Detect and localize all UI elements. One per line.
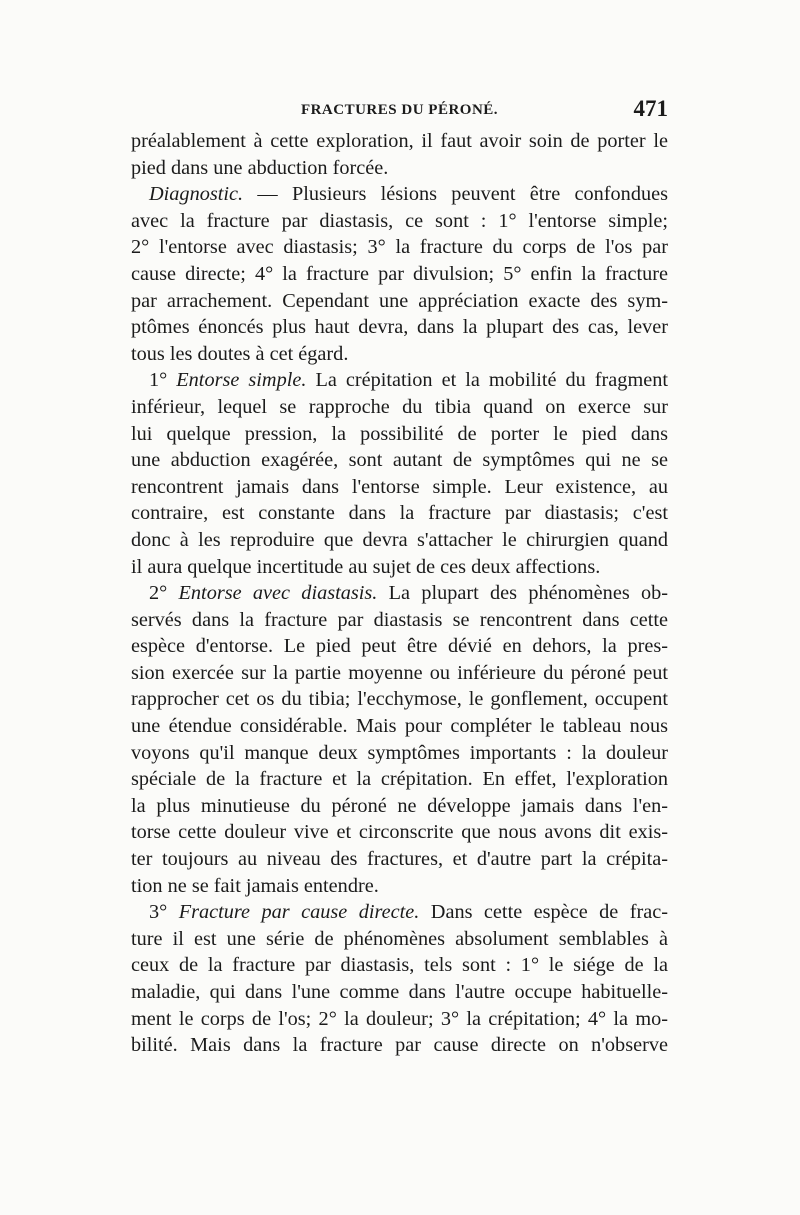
text-line bbox=[131, 846, 668, 873]
line-text: une abduction exagérée, sont autant de symptômes qui ne se bbox=[131, 449, 668, 472]
line-text: servés dans la fracture par diastasis se rencontrent dans cette bbox=[131, 608, 668, 631]
section-heading: Fracture par cause directe. bbox=[178, 901, 420, 924]
line-text: une étendue considérable. Mais pour compléter le tableau nous bbox=[131, 715, 668, 738]
text-line bbox=[131, 181, 668, 208]
text-line bbox=[131, 554, 668, 581]
line-text: Dans cette espèce de frac- bbox=[419, 901, 668, 924]
text-line bbox=[131, 793, 668, 820]
text-line bbox=[131, 766, 668, 793]
text-line bbox=[131, 926, 668, 953]
line-text: pied dans une abduction forcée. bbox=[131, 156, 389, 179]
line-text: voyons qu'il manque deux symptômes importants : la douleur bbox=[131, 741, 668, 764]
text-line bbox=[131, 819, 668, 846]
line-text: espèce d'entorse. Le pied peut être dévié en dehors, la pres- bbox=[131, 635, 668, 658]
line-text: préalablement à cette exploration, il faut avoir soin de porter le bbox=[131, 130, 668, 152]
line-text: ture il est une série de phénomènes absolument semblables à bbox=[131, 927, 668, 950]
running-title: FRACTURES DU PÉRONÉ. bbox=[300, 102, 499, 118]
line-text: rencontrent jamais dans l'entorse simple. Leur existence, au bbox=[131, 475, 668, 498]
section-heading: Entorse simple. bbox=[176, 369, 307, 392]
section-number: 3° bbox=[149, 901, 179, 924]
line-text: par arrachement. Cependant une appréciation exacte des sym- bbox=[131, 289, 668, 312]
section-heading: Entorse avec diastasis. bbox=[178, 582, 378, 605]
line-text: avec la fracture par diastasis, ce sont : 1° l'entorse simple; bbox=[131, 209, 668, 232]
line-text: ptômes énoncés plus haut devra, dans la plupart des cas, lever bbox=[131, 316, 668, 339]
line-text: maladie, qui dans l'une comme dans l'autre occupe habituelle- bbox=[131, 981, 668, 1003]
body-text bbox=[131, 128, 668, 1059]
line-text: il aura quelque incertitude au sujet de ces deux affections. bbox=[131, 555, 601, 578]
line-text: tous les doutes à cet égard. bbox=[131, 342, 349, 365]
line-text: torse cette douleur vive et circonscrite que nous avons dit exis- bbox=[131, 821, 668, 844]
text-line bbox=[131, 686, 668, 713]
section-number: 1° bbox=[149, 369, 177, 392]
line-text: rapprocher cet os du tibia; l'ecchymose, le gonflement, occupent bbox=[131, 688, 668, 711]
line-text: bilité. Mais dans la fracture par cause directe on n'observe bbox=[131, 1034, 668, 1057]
text-line bbox=[131, 288, 668, 315]
text-line bbox=[131, 979, 668, 1006]
line-text: donc à les reproduire que devra s'attacher le chirurgien quand bbox=[131, 528, 668, 551]
line-text: spéciale de la fracture et la crépitation. En effet, l'exploration bbox=[131, 768, 668, 791]
line-text: tion ne se fait jamais entendre. bbox=[131, 874, 379, 897]
text-line bbox=[131, 1032, 668, 1059]
line-text: inférieur, lequel se rapproche du tibia quand on exerce sur bbox=[131, 395, 668, 418]
line-text: 2° l'entorse avec diastasis; 3° la fracture du corps de l'os par bbox=[131, 236, 668, 259]
line-text: ter toujours au niveau des fractures, et d'autre part la crépita- bbox=[131, 848, 668, 871]
section-number: 2° bbox=[149, 582, 179, 605]
page-number: 471 bbox=[633, 96, 668, 121]
section-heading: Diagnostic. bbox=[149, 183, 244, 206]
text-line bbox=[131, 367, 668, 394]
line-text: La plupart des phénomènes ob- bbox=[377, 582, 669, 605]
page-header bbox=[131, 94, 668, 128]
text-line bbox=[131, 527, 668, 554]
text-line bbox=[131, 234, 668, 261]
text-line bbox=[131, 633, 668, 660]
text-line bbox=[131, 447, 668, 474]
text-line bbox=[131, 740, 668, 767]
line-text: cause directe; 4° la fracture par divulsion; 5° enfin la fracture bbox=[131, 262, 668, 285]
line-text: ceux de la fracture par diastasis, tels sont : 1° le siége de la bbox=[131, 954, 668, 977]
line-text: La crépitation et la mobilité du fragment bbox=[306, 369, 669, 392]
text-line bbox=[131, 261, 668, 288]
text-line bbox=[131, 713, 668, 740]
line-text: ment le corps de l'os; 2° la douleur; 3° la crépitation; 4° la mo- bbox=[131, 1007, 668, 1030]
text-line bbox=[131, 500, 668, 527]
line-text: — Plusieurs lésions peuvent être confondues bbox=[243, 183, 668, 206]
line-text: lui quelque pression, la possibilité de porter le pied dans bbox=[131, 422, 668, 445]
text-line bbox=[131, 899, 668, 926]
line-text: la plus minutieuse du péroné ne développe jamais dans l'en- bbox=[131, 794, 668, 817]
text-line bbox=[131, 208, 668, 235]
text-line bbox=[131, 341, 668, 368]
text-line bbox=[131, 952, 668, 979]
line-text: sion exercée sur la partie moyenne ou inférieure du péroné peut bbox=[131, 661, 668, 684]
text-line bbox=[131, 421, 668, 448]
text-line bbox=[131, 873, 668, 900]
text-line bbox=[131, 1006, 668, 1033]
text-line bbox=[131, 607, 668, 634]
line-text: contraire, est constante dans la fracture par diastasis; c'est bbox=[131, 502, 668, 525]
text-line bbox=[131, 128, 668, 155]
text-line bbox=[131, 474, 668, 501]
text-line bbox=[131, 155, 668, 182]
text-line bbox=[131, 660, 668, 687]
text-line bbox=[131, 314, 668, 341]
text-line bbox=[131, 394, 668, 421]
text-line bbox=[131, 580, 668, 607]
